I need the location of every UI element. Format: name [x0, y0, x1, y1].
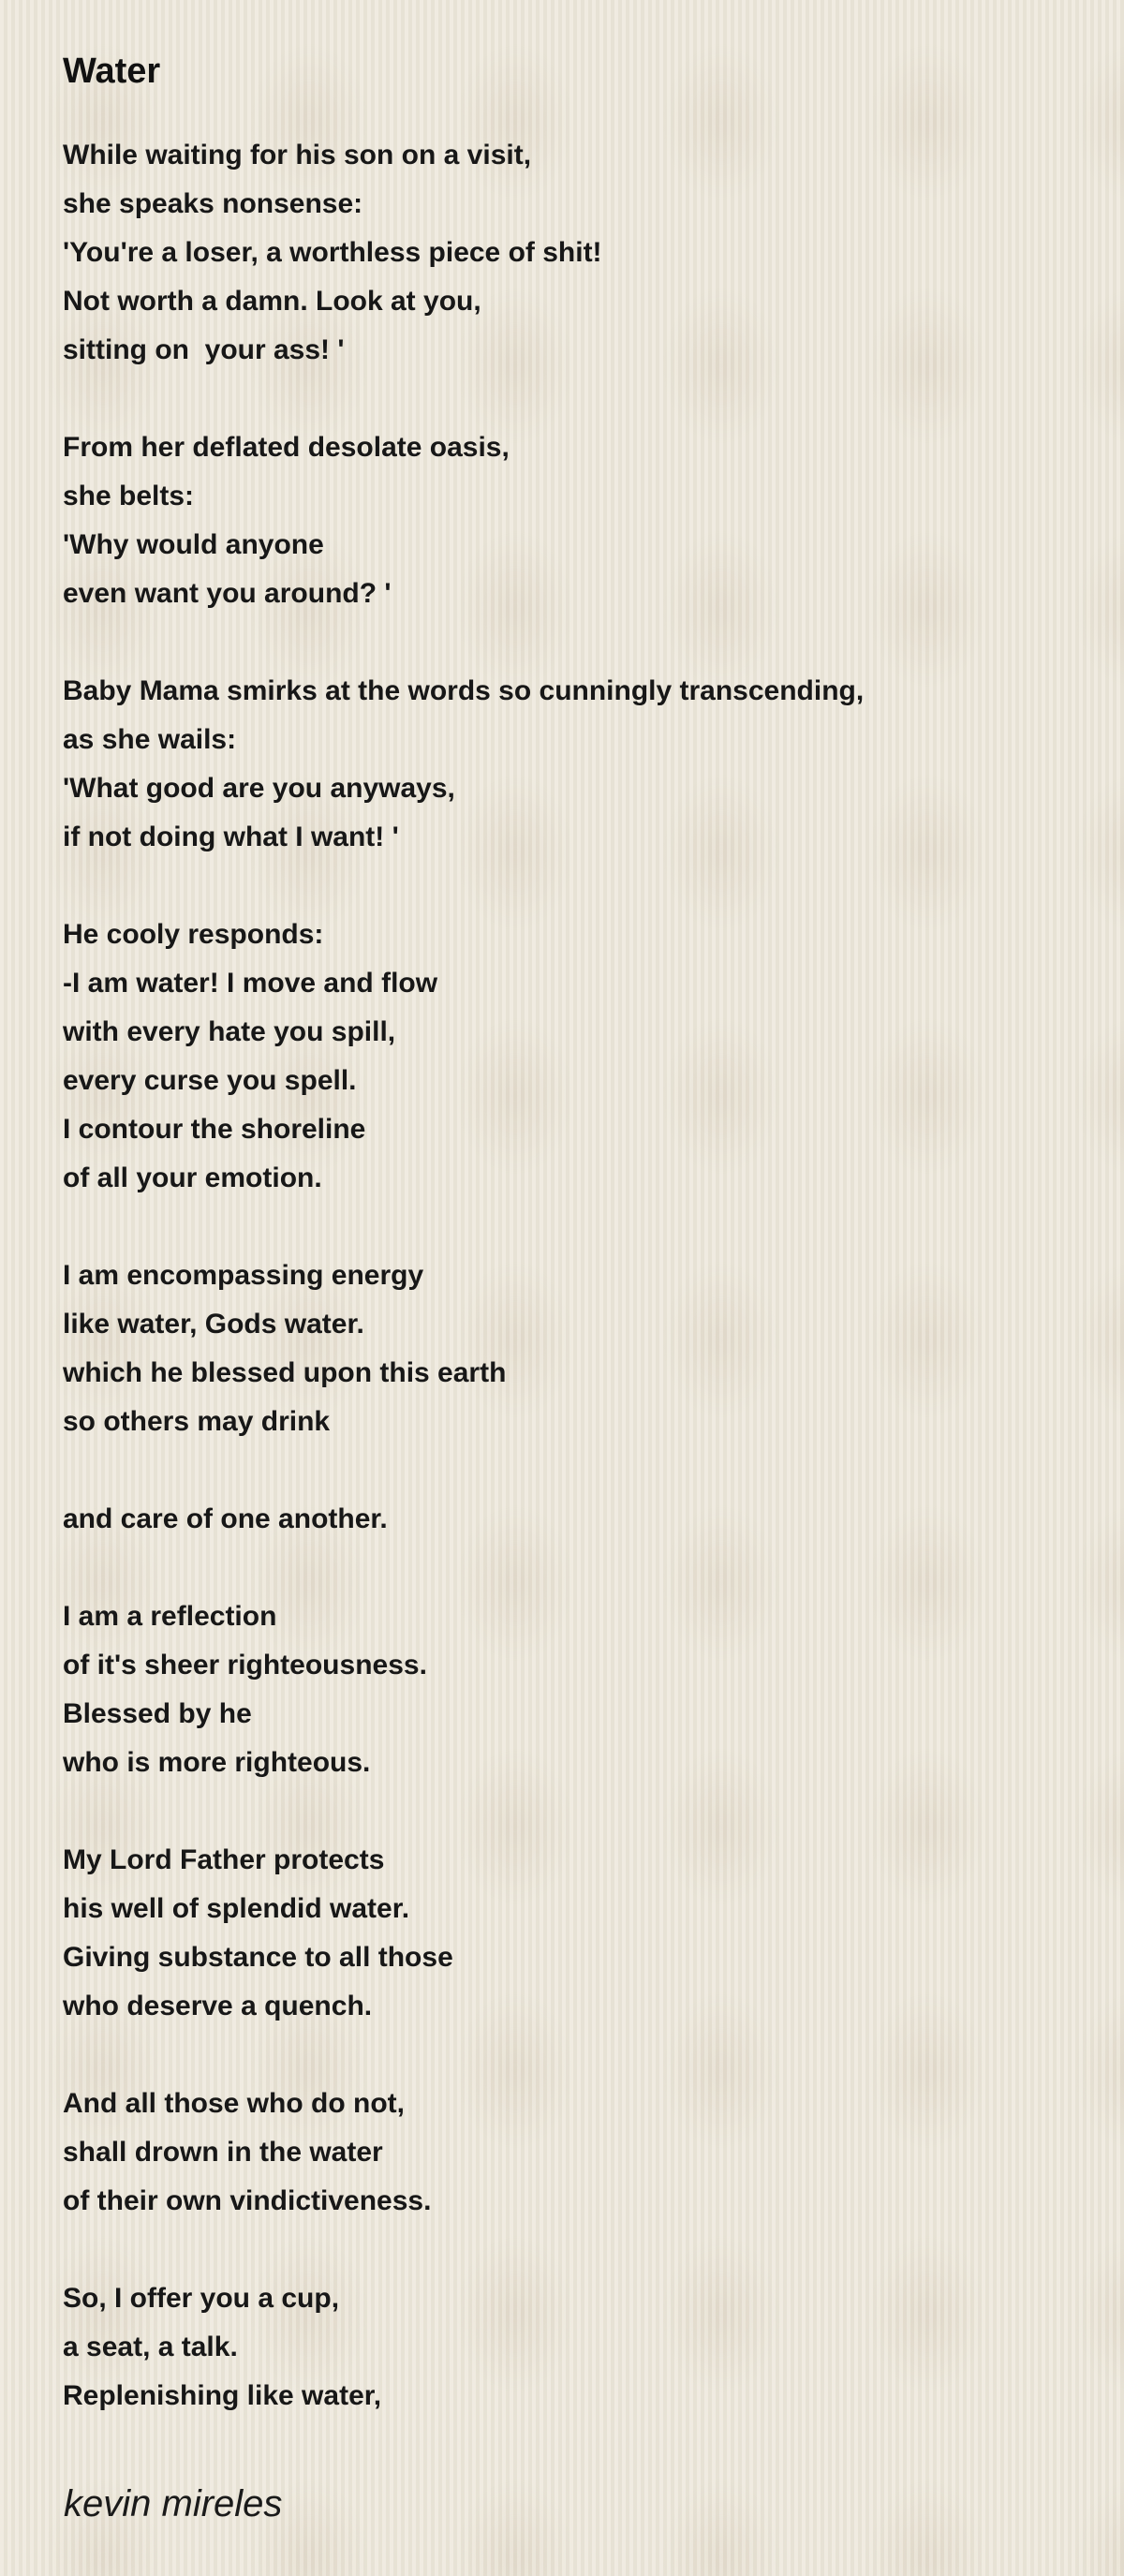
stanza [63, 131, 1074, 375]
poem-line: a seat, a talk. [63, 2332, 238, 2362]
stanza [63, 1251, 1074, 1446]
poem-line: -I am water! I move and flow [63, 968, 438, 999]
poem-author: kevin mireles [64, 2483, 283, 2524]
poem-line: Not worth a damn. Look at you, [63, 286, 481, 317]
poem-line: From her deflated desolate oasis, [63, 432, 510, 463]
poem-line: of it's sheer righteousness. [63, 1650, 427, 1680]
poem-line: and care of one another. [63, 1503, 388, 1534]
poem-line: if not doing what I want! ' [63, 822, 399, 852]
stanza [63, 1592, 1074, 1787]
poem-line: who is more righteous. [63, 1747, 371, 1778]
poem-line: she belts: [63, 481, 195, 511]
stanza [63, 667, 1074, 862]
poem-line: even want you around? ' [63, 578, 392, 609]
poem-line: He cooly responds: [63, 919, 324, 950]
poem-card [63, 45, 1074, 2469]
poem-line: 'Why would anyone [63, 529, 324, 560]
poem-line: Baby Mama smirks at the words so cunningly transcending, [63, 675, 865, 706]
poem-line: I am encompassing energy [63, 1260, 424, 1291]
poem-line: of their own vindictiveness. [63, 2185, 432, 2216]
stanza [63, 1836, 1074, 2031]
poem-line: she speaks nonsense: [63, 188, 363, 219]
stanza [63, 423, 1074, 618]
poem-line: who deserve a quench. [63, 1991, 373, 2021]
poem-line: as she wails: [63, 724, 237, 755]
poem-line: While waiting for his son on a visit, [63, 140, 532, 170]
poem-line: 'You're a loser, a worthless piece of shit! [63, 237, 602, 268]
poem-line: I contour the shoreline [63, 1114, 366, 1145]
poem-line: which he blessed upon this earth [63, 1357, 507, 1388]
stanza [63, 910, 1074, 1203]
poem-line: My Lord Father protects [63, 1844, 385, 1875]
poem-title: Water [63, 52, 161, 91]
poem-line: So, I offer you a cup, [63, 2283, 340, 2314]
poem-line: Replenishing like water, [63, 2380, 382, 2411]
poem-line: And all those who do not, [63, 2088, 405, 2119]
poem-line: every curse you spell. [63, 1065, 357, 1096]
stanza [63, 1495, 1074, 1544]
poem-line: Giving substance to all those [63, 1942, 453, 1973]
poem-line: Blessed by he [63, 1698, 252, 1729]
poem-line: shall drown in the water [63, 2137, 383, 2168]
stanza [63, 2274, 1074, 2421]
stanza [63, 2080, 1074, 2226]
poem-line: with every hate you spill, [63, 1016, 396, 1047]
poem-line: sitting on your ass! ' [63, 334, 345, 365]
poem-line: his well of splendid water. [63, 1893, 410, 1924]
poem-line: of all your emotion. [63, 1162, 322, 1193]
poem-line: like water, Gods water. [63, 1309, 364, 1340]
poem-line: 'What good are you anyways, [63, 773, 455, 804]
poem-line: I am a reflection [63, 1601, 277, 1632]
poem-line: so others may drink [63, 1406, 331, 1437]
